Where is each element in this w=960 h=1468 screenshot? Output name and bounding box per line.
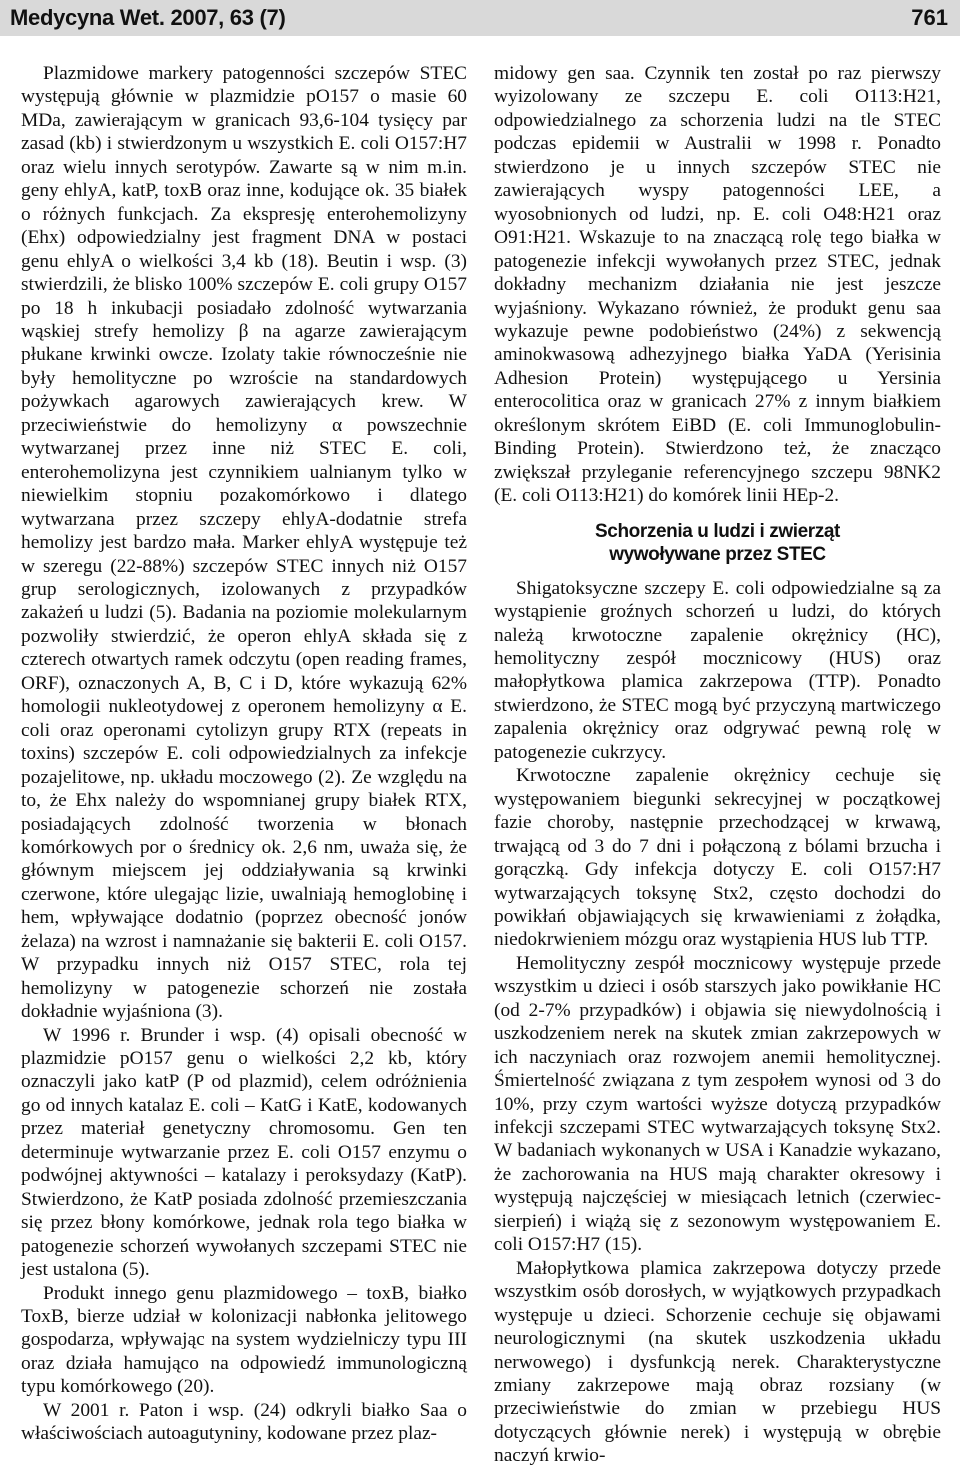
page-number: 761 — [911, 5, 948, 30]
paragraph-diseases: Shigatoksyczne szczepy E. coli odpowiedzialne są za wystąpienie groźnych schorzeń u ludzi, do których należą krwotoczne zapalenie okrężnicy (HC), hemolityczny zespół mocznicowy (HUS) oraz małopłytkowa plamica zakrzepowa (TTP). Ponadto stwierdzono, że STEC mogą być przyczyną martwiczego zapalenia okrężnicy oraz odgrywać pewną rolę w patogenezie cukrzycy. — [494, 577, 941, 763]
section-heading-line-2: wywoływane przez STEC — [609, 543, 826, 565]
paragraph-toxb: Produkt innego genu plazmidowego – toxB, białko ToxB, bierze udział w kolonizacji nabłonka jelitowego gospodarza, wpływając na system wydzielniczy typu III oraz działa hamująco na odpowiedź immunologiczną typu komórkowego (20). — [21, 1282, 467, 1398]
section-heading — [494, 520, 941, 566]
running-header — [0, 0, 960, 36]
right-column — [494, 62, 941, 1468]
paragraph-plasmid-markers: Plazmidowe markery patogenności szczepów STEC występują głównie w plazmidzie pO157 o masie 60 MDa, zawierającym w granicach 93,6-104 tysięcy par zasad (kb) i stwierdzonym u wszystkich E. coli O157:H7 oraz wielu innych serotypów. Zawarte są w nim m.in. geny ehlyA, katP, toxB oraz inne, kodujące ok. 35 białek o różnych funkcjach. Za ekspresję enterohemolizyny (Ehx) odpowiedzialny jest fragment DNA w postaci genu ehlyA o wielkości 3,4 kb (18). Beutin i wsp. (3) stwierdzili, że blisko 100% szczepów E. coli grupy O157 po 18 h inkubacji posiadało zdolność wytwarzania wąskiej strefy hemolizy β na agarze zawierającym płukane krwinki owcze. Izolaty takie równocześnie nie były hemolityczne po wzroście na standardowych pożywkach agarowych zawierających krew. W przeciwieństwie do hemolizyny α powszechnie wytwarzanej przez inne niż STEC E. coli, enterohemolizyna jest czynnikiem ualnianym tylko w niewielkim stopniu pozakomórkowo i dlatego wytwarzana przez szczepy ehlyA-dodatnie strefa hemolizy jest bardzo mała. Marker ehlyA występuje też w szeregu (22-88%) szczepów STEC innych niż O157 grup serologicznych, izolowanych z przypadków zakażeń u ludzi (5). Badania na poziomie molekularnym pozwoliły stwierdzić, że operon ehlyA składa się z czterech otwartych ramek odczytu (open reading frames, ORF), oznaczonych A, B, C i D, które wykazują 62% homologii nukleotydowej z operonem hemolizyny α E. coli oraz operonami cytolizyn grupy RTX (repeats in toxins) szczepów E. coli odpowiedzialnych za infekcje pozajelitowe, np. układu moczowego (2). Ze względu na to, że Ehx należy do wspomnianej grupy białek RTX, posiadających zdolność tworzenia w błonach komórkowych por o średnicy ok. 2,6 nm, uważa się, że głównym miejscem jej oddziaływania są krwinki czerwone, które ulegając lizie, uwalniają hemoglobinę i hem, wpływające dodatnio (poprzez obecność jonów żelaza) na wzrost i namnażanie się bakterii E. coli O157. W przypadku innych niż O157 STEC, rola tej hemolizyny w patogenezie schorzeń nie została dokładnie wyjaśniona (3). — [21, 63, 467, 1023]
left-column — [21, 62, 467, 1446]
journal-citation: Medycyna Wet. 2007, 63 (7) — [10, 5, 286, 30]
section-heading-line-1: Schorzenia u ludzi i zwierząt — [595, 520, 840, 542]
paragraph-katp: W 1996 r. Brunder i wsp. (4) opisali obecność w plazmidzie pO157 genu o wielkości 2,2 kb, który oznaczyli jako katP (P od plazmid), celem odróżnienia go od innych katalaz E. coli – KatG i KatE, kodowanych przez materiał genetyczny chromosomu. Gen ten determinuje wytwarzanie przez E. coli O157 enzymu o podwójnej aktywności – katalazy i peroksydazy (KatP). Stwierdzono, że KatP posiada zdolność przemieszczania się przez błony komórkowe, jednak rola tego białka w patogenezie schorzeń wywołanych szczepami STEC nie jest ustalona (5). — [21, 1024, 467, 1281]
paragraph-hus: Hemolityczny zespół mocznicowy występuje przede wszystkim u dzieci i osób starszych jako powikłanie HC (od 2-7% przypadków) i objawia się niewydolnością i uszkodzeniem nerek na skutek zmian zakrzepowych w ich naczyniach oraz rozwojem anemii hemolitycznej. Śmiertelność związana z tym zespołem wynosi od 3 do 10%, przy czym wartości wyższe dotyczą przypadków infekcji szczepami STEC wytwarzających toksynę Stx2. W badaniach wykonanych w USA i Kanadzie wykazano, że zachorowania na HUS mają charakter okresowy i występują najczęściej w miesiącach letnich (czerwiec-sierpień) i wiążą się z sezonowym występowaniem E. coli O157:H7 (15). — [494, 952, 941, 1256]
paragraph-saa: W 2001 r. Paton i wsp. (24) odkryli białko Saa o właściwościach autoagutyniny, kodowane przez plaz- — [21, 1399, 467, 1445]
paragraph-ttp: Małopłytkowa plamica zakrzepowa dotyczy przede wszystkim osób dorosłych, w wyjątkowych przypadkach występuje u dzieci. Schorzenie cechuje się objawami neurologicznymi (na skutek uszkodzenia układu nerwowego) i dysfunkcją nerek. Charakterystyczne zmiany zakrzepowe mają obraz rozsiany (w przeciwieństwie do zmian w przebiegu HUS dotyczących głównie nerek) i występują w obrębie naczyń krwio- — [494, 1257, 941, 1467]
paragraph-saa-continued: midowy gen saa. Czynnik ten został po raz pierwszy wyizolowany ze szczepu E. coli O113:H21, odpowiedzialnego za schorzenia ludzi na tle STEC podczas epidemii w Australii w 1998 r. Ponadto stwierdzono je u innych szczepów STEC nie zawierających wyspy patogenności LEE, a wyosobnionych od ludzi, np. E. coli O48:H21 oraz O91:H21. Wskazuje to na znaczącą rolę tego białka w patogenezie infekcji wywołanych przez STEC, jednak dokładny mechanizm działania nie jest jeszcze wyjaśniony. Wykazano również, że produkt genu saa wykazuje pewne podobieństwo (24%) z sekwencją aminokwasową adhezyjnego białka YaDA (Yerisinia Adhesion Protein) występującego u Yersinia enterocolitica oraz w granicach 27% z innym białkiem określonym skrótem EiBD (E. coli Immunoglobulin-Binding Protein). Stwierdzono też, że znacząco zwiększał przyleganie referencyjnego szczepu 98NK2 (E. coli O113:H21) do komórek linii HEp-2. — [494, 63, 941, 507]
paragraph-hc: Krwotoczne zapalenie okrężnicy cechuje się występowaniem biegunki sekrecyjnej w początkowej fazie choroby, następnie przechodzącej w krwawą, trwającą od 3 do 7 dni i połączoną z bólami brzucha i gorączką. Gdy infekcja dotyczy E. coli O157:H7 wytwarzających toksynę Stx2, często dochodzi do powikłań objawiających się krwawieniami z żołądka, niedokrwieniem mózgu oraz wystąpienia HUS lub TTP. — [494, 765, 941, 951]
